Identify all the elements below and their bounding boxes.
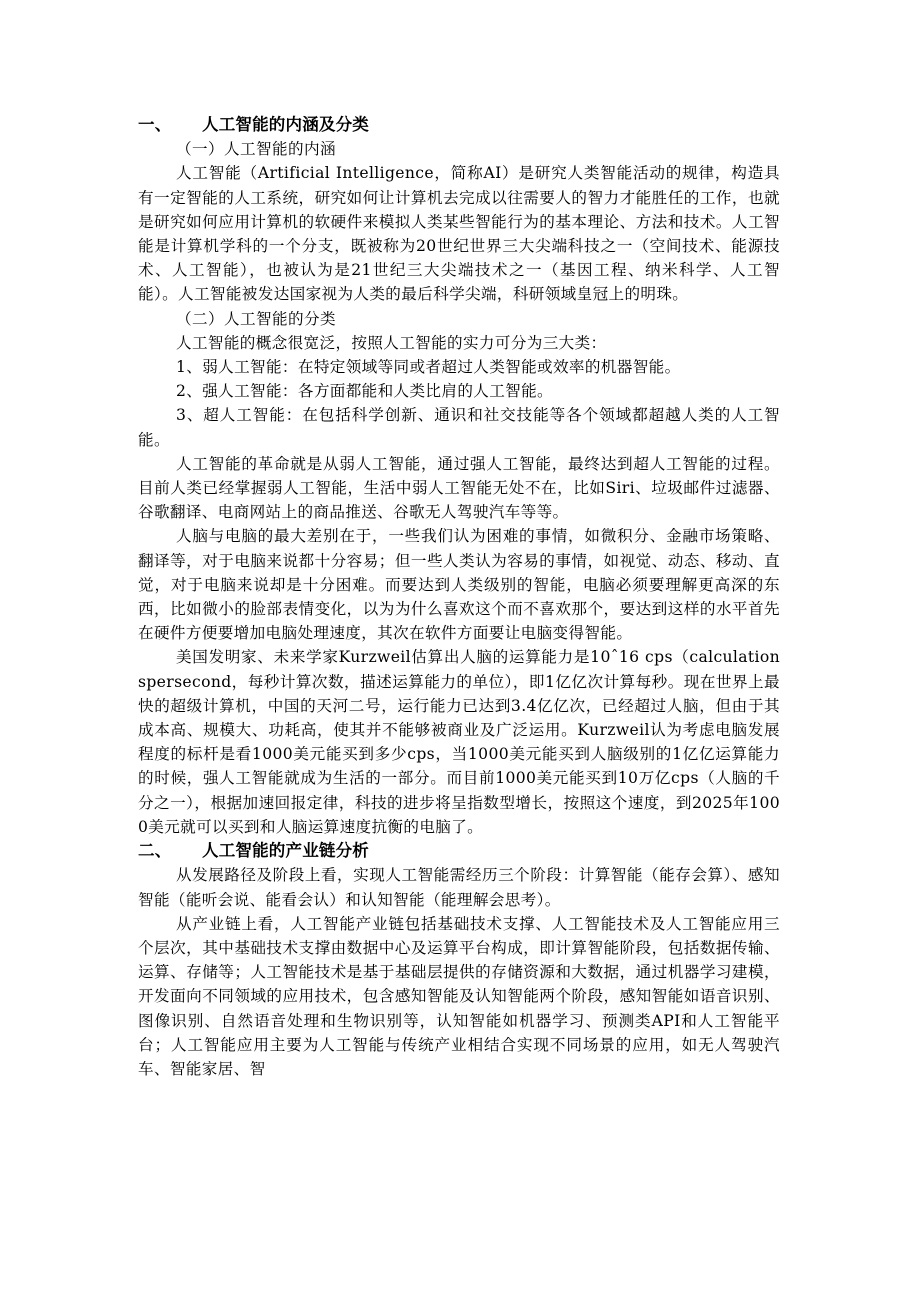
subheading-connotation: （一）人工智能的内涵 — [176, 140, 336, 159]
section-heading-2 — [138, 839, 780, 863]
paragraph-classification-intro: 人工智能的概念很宽泛，按照人工智能的实力可分为三大类： — [176, 333, 607, 352]
list-item-weak-ai: 1、弱人工智能：在特定领域等同或者超过人类智能或效率的机器智能。 — [176, 358, 681, 377]
section-title: 人工智能的内涵及分类 — [202, 115, 369, 134]
section-title: 人工智能的产业链分析 — [202, 841, 369, 861]
document-page — [138, 113, 780, 1081]
section-heading-1 — [138, 113, 780, 137]
list-item-strong-ai: 2、强人工智能：各方面都能和人类比肩的人工智能。 — [176, 382, 553, 401]
paragraph-kurzweil: 美国发明家、未来学家Kurzweil估算出人脑的运算能力是10ˆ16 cps（calculationspersecond，每秒计算次数，描述运算能力的单位），即1亿亿次计算每秒。现在世界上最快的超级计算机，中国的天河二号，运行能力已达到3.4亿亿次，已经超过人脑，但由于其成本高、规模大、功耗高，使其并不能够被商业及广泛运用。Kurzweil认为考虑电脑发展程度的标杆是看1000美元能买到多少cps，当1000美元能买到人脑级别的1亿亿运算能力的时候，强人工智能就成为生活的一部分。而目前1000美元能买到10万亿cps（人脑的千分之一），根据加速回报定律，科技的进步将呈指数型增长，按照这个速度，到2025年1000美元就可以买到和人脑运算速度抗衡的电脑了。 — [138, 648, 780, 836]
section-number: 一、 — [138, 115, 172, 134]
subheading-classification: （二）人工智能的分类 — [176, 309, 336, 328]
paragraph-definition: 人工智能（Artificial Intelligence，简称AI）是研究人类智能活动的规律，构造具有一定智能的人工系统，研究如何让计算机去完成以往需要人的智力才能胜任的工作，也就是研究如何应用计算机的软硬件来模拟人类某些智能行为的基本理论、方法和技术。人工智能是计算机学科的一个分支，既被称为20世纪世界三大尖端科技之一（空间技术、能源技术、人工智能），也被认为是21世纪三大尖端技术之一（基因工程、纳米科学、人工智能）。人工智能被发达国家视为人类的最后科学尖端，科研领域皇冠上的明珠。 — [138, 164, 780, 304]
list-item-super-ai: 3、超人工智能：在包括科学创新、通识和社交技能等各个领域都超越人类的人工智能。 — [138, 406, 780, 449]
paragraph-revolution: 人工智能的革命就是从弱人工智能，通过强人工智能，最终达到超人工智能的过程。目前人类已经掌握弱人工智能，生活中弱人工智能无处不在，比如Siri、垃圾邮件过滤器、谷歌翻译、电商网站上的商品推送、谷歌无人驾驶汽车等等。 — [138, 454, 780, 522]
paragraph-development-stages: 从发展路径及阶段上看，实现人工智能需经历三个阶段：计算智能（能存会算）、感知智能（能听会说、能看会认）和认知智能（能理解会思考）。 — [138, 866, 780, 909]
paragraph-industry-chain: 从产业链上看，人工智能产业链包括基础技术支撑、人工智能技术及人工智能应用三个层次，其中基础技术支撑由数据中心及运算平台构成，即计算智能阶段，包括数据传输、运算、存储等；人工智能技术是基于基础层提供的存储资源和大数据，通过机器学习建模，开发面向不同领域的应用技术，包含感知智能及认知智能两个阶段，感知智能如语音识别、图像识别、自然语音处理和生物识别等，认知智能如机器学习、预测类API和人工智能平台；人工智能应用主要为人工智能与传统产业相结合实现不同场景的应用，如无人驾驶汽车、智能家居、智 — [138, 914, 780, 1078]
paragraph-brain-vs-computer: 人脑与电脑的最大差别在于，一些我们认为困难的事情，如微积分、金融市场策略、翻译等，对于电脑来说都十分容易；但一些人类认为容易的事情，如视觉、动态、移动、直觉，对于电脑来说却是十分困难。而要达到人类级别的智能，电脑必须要理解更高深的东西，比如微小的脸部表情变化，以为为什么喜欢这个而不喜欢那个，要达到这样的水平首先在硬件方便要增加电脑处理速度，其次在软件方面要让电脑变得智能。 — [138, 527, 780, 643]
section-number: 二、 — [138, 841, 172, 861]
